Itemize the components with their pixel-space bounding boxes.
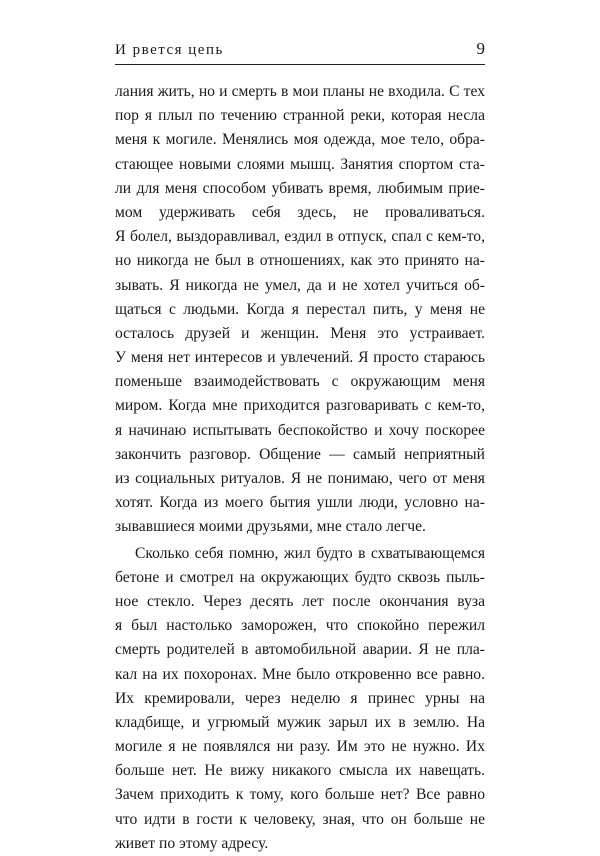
text-line: У меня нет интересов и увлечений. Я просто стараюсь: [115, 349, 485, 367]
page-header: [115, 39, 485, 65]
text-line: я начинаю испытывать беспокойство и хочу поскорее: [115, 421, 485, 439]
text-line: что идти в гости к человеку, зная, что он больше не: [115, 810, 485, 828]
text-line: кал на их похоронах. Мне было откровенно все равно.: [115, 665, 485, 683]
text-line: бетоне и смотрел на окружающих будто сквозь пыль-: [115, 568, 485, 586]
text-line: живет по этому адресу.: [115, 834, 269, 852]
running-title: И рвется цепь: [115, 42, 224, 58]
text-line: закончить разговор. Общение — самый неприятный: [115, 445, 485, 463]
text-line: лания жить, но и смерть в мои планы не входила. С тех: [115, 83, 485, 100]
text-line: Зачем приходить к тому, кого больше нет? Все равно: [115, 786, 485, 804]
text-line: миром. Когда мне приходится разговаривать с кем-то,: [115, 397, 485, 415]
text-line: кладбище, и угрюмый мужик зарыл их в землю. На: [115, 713, 485, 731]
text-line: пор я плыл по течению странной реки, которая несла: [115, 107, 485, 125]
text-line: ное стекло. Через десять лет после окончания вуза: [115, 592, 485, 610]
text-line: щаться с людьми. Когда я перестал пить, у меня не: [115, 300, 485, 318]
text-line: Их кремировали, через неделю я принес урны на: [115, 689, 485, 707]
text-line: хотят. Когда из моего бытия ушли люди, условно на-: [115, 494, 485, 512]
paragraph: [115, 80, 485, 540]
text-line: Я болел, выздоравливал, ездил в отпуск, спал с кем-то,: [115, 228, 485, 246]
text-line: ли для меня способом убивать время, любимым прие-: [115, 179, 485, 197]
text-line: могиле я не появлялся ни разу. Им это не нужно. Их: [115, 738, 485, 756]
text-line: меня к могиле. Менялись моя одежда, мое тело, обра-: [115, 131, 485, 149]
body-text: [115, 80, 485, 856]
text-line: стающее новыми слоями мышц. Занятия спортом ста-: [115, 155, 485, 173]
text-line: поменьше взаимодействовать с окружающим меня: [115, 373, 485, 391]
text-line: я был настолько заморожен, что спокойно пережил: [115, 617, 485, 635]
page-number: 9: [476, 39, 485, 58]
text-line: зывать. Я никогда не умел, да и не хотел учиться об-: [115, 276, 485, 294]
text-line: осталось друзей и женщин. Меня это устраивает.: [115, 324, 485, 342]
text-line: мом удерживать себя здесь, не проваливаться.: [115, 203, 485, 221]
text-line: но никогда не был в отношениях, как это принято на-: [115, 252, 485, 270]
text-line: Сколько себя помню, жил будто в схватывающемся: [135, 544, 485, 562]
paragraph: [115, 542, 485, 856]
text-line: из социальных ритуалов. Я не понимаю, чего от меня: [115, 470, 485, 487]
text-line: больше нет. Не вижу никакого смысла их навещать.: [115, 762, 485, 780]
text-line: смерть родителей в автомобильной аварии. Я не пла-: [115, 641, 485, 659]
text-line: зывавшиеся моими друзьями, мне стало легче.: [115, 518, 426, 536]
